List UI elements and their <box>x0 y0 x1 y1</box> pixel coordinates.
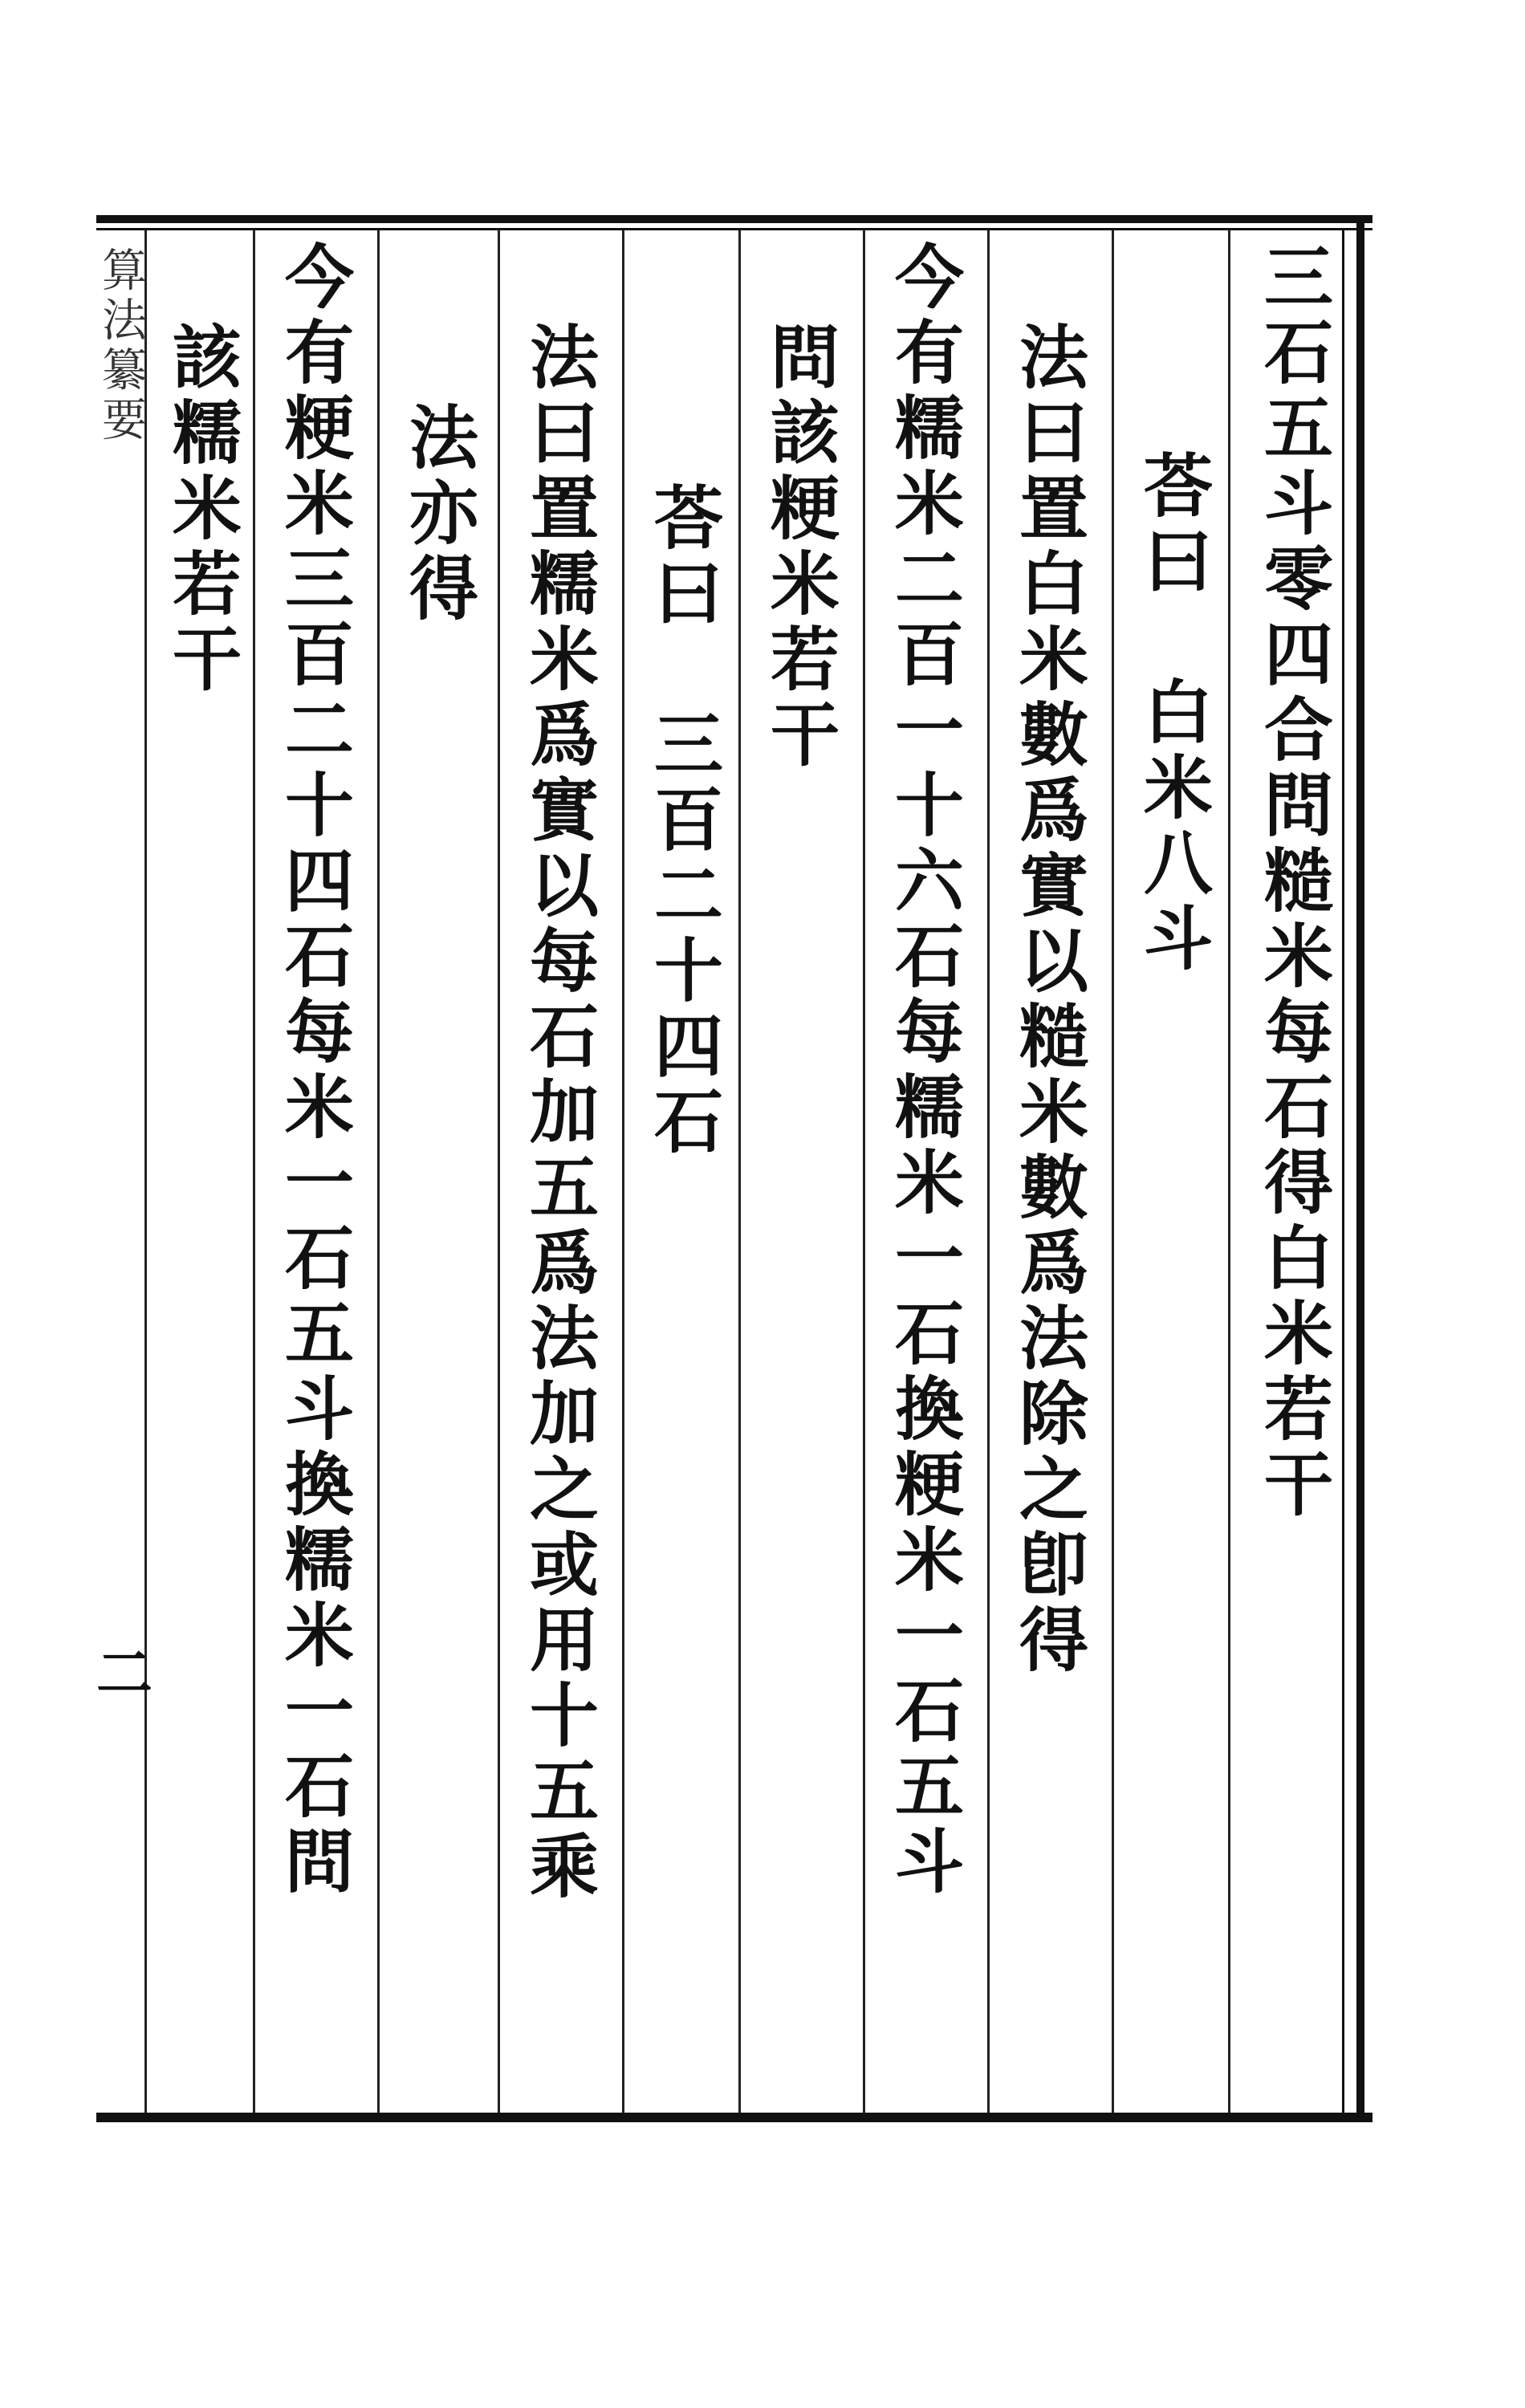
page-number: 二 <box>87 1643 154 1699</box>
method-text: 法亦得 <box>397 401 478 628</box>
fold-margin <box>87 230 154 2113</box>
frame-right-inner-border <box>1342 228 1344 2114</box>
frame-top-border <box>96 215 1372 223</box>
text-column-5 <box>754 321 843 774</box>
text-column-1 <box>1248 241 1336 1523</box>
method-text: 法曰置白米數爲實以糙米數爲法除之卽得 <box>1007 321 1088 1679</box>
answer-text: 荅曰 白米八斗 <box>1132 449 1213 978</box>
text-column-3 <box>1003 321 1092 1679</box>
column-text: 三石五斗零四合問糙米每石得白米若干 <box>1252 241 1333 1523</box>
frame-top-inner-border <box>96 228 1372 230</box>
question-text: 該糯米若干 <box>161 321 242 698</box>
column-divider <box>622 230 624 2113</box>
column-divider <box>1112 230 1114 2113</box>
column-divider <box>738 230 741 2113</box>
text-column-4 <box>879 241 967 1901</box>
question-text: 問該粳米若干 <box>758 321 840 774</box>
text-column-6 <box>638 482 726 1161</box>
text-column-10 <box>157 321 245 698</box>
text-column-7 <box>514 321 602 1906</box>
column-divider <box>377 230 380 2113</box>
frame-right-border <box>1356 215 1364 2122</box>
column-divider <box>987 230 990 2113</box>
text-column-8 <box>393 401 482 628</box>
answer-text: 荅曰 三百二十四石 <box>642 482 723 1161</box>
column-divider <box>144 230 147 2113</box>
column-divider <box>498 230 500 2113</box>
problem-text: 今有糯米二百一十六石每糯米一石換粳米一石五斗 <box>883 241 964 1901</box>
method-text: 法曰置糯米爲實以每石加五爲法加之或用十五乘 <box>518 321 599 1906</box>
column-divider <box>863 230 865 2113</box>
text-column-2 <box>1128 449 1216 978</box>
book-title: 算法纂要 <box>95 246 147 445</box>
column-divider <box>1228 230 1230 2113</box>
text-column-9 <box>269 241 357 1901</box>
problem-text: 今有粳米三百二十四石每米一石五斗換糯米一石問 <box>273 241 354 1901</box>
frame-bottom-border <box>96 2113 1372 2122</box>
column-divider <box>253 230 255 2113</box>
